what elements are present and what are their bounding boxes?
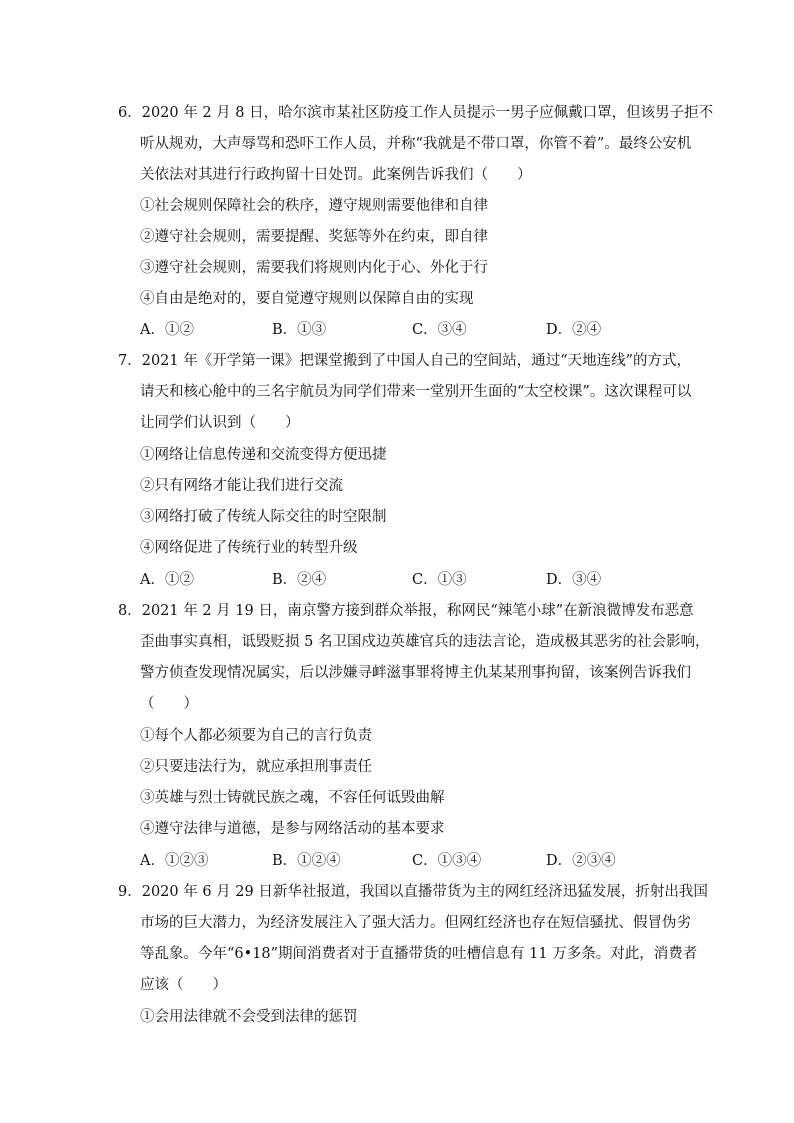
question-stem-line: 警方侦查发现情况属实，后以涉嫌寻衅滋事罪将博主仇某某刑事拘留，该案例告诉我们 <box>140 665 691 681</box>
statement-option: ①会用法律就不会受到法律的惩罚 <box>140 1009 358 1025</box>
question-stem-line: 6．2020 年 2 月 8 日，哈尔滨市某社区防疫工作人员提示一男子应佩戴口罩，但该男子拒不 <box>118 105 714 121</box>
question-stem-line: 请天和核心舱中的三名宇航员为同学们带来一堂别开生面的“太空校课”。这次课程可以 <box>140 384 692 400</box>
statement-option: ③英雄与烈士铸就民族之魂，不容任何诋毁曲解 <box>140 790 445 806</box>
question-stem-line: 9．2020 年 6 月 29 日新华社报道，我国以直播带货为主的网红经济迅猛发展，折射出我国 <box>118 884 708 900</box>
statement-option: ②只有网络才能让我们进行交流 <box>140 478 343 494</box>
statement-option: ④遵守法律与道德，是参与网络活动的基本要求 <box>140 821 445 837</box>
statement-option: ③遵守社会规则，需要我们将规则内化于心、外化于行 <box>140 260 488 276</box>
answer-choices <box>140 570 660 590</box>
statement-option: ①社会规则保障社会的秩序，遵守规则需要他律和自律 <box>140 198 488 214</box>
question-stem-line: 市场的巨大潜力，为经济发展注入了强大活力。但网红经济也存在短信骚扰、假冒伪劣 <box>140 915 691 931</box>
question-stem-line: 听从规劝，大声辱骂和恐吓工作人员，并称“我就是不带口罩，你管不着”。最终公安机 <box>140 136 692 152</box>
question-stem-line: 关依法对其进行行政拘留十日处罚。此案例告诉我们（ ） <box>140 167 532 183</box>
choice-d: D．②④ <box>546 322 602 338</box>
choice-a: A．①②③ <box>140 853 209 869</box>
question-stem-line: 歪曲事实真相，诋毁贬损 5 名卫国戍边英雄官兵的违法言论，造成极其恶劣的社会影响， <box>140 634 710 650</box>
statement-option: ②只要违法行为，就应承担刑事责任 <box>140 759 372 775</box>
choice-a: A．①② <box>140 322 194 338</box>
statement-option: ②遵守社会规则，需要提醒、奖惩等外在约束，即自律 <box>140 229 488 245</box>
question-stem-line: （ ） <box>140 696 198 712</box>
question-stem-line: 等乱象。今年“6•18”期间消费者对于直播带货的吐槽信息有 11 万多条。对此，消费者 <box>140 946 698 962</box>
choice-a: A．①② <box>140 572 194 588</box>
choice-c: C．①③ <box>412 572 467 588</box>
answer-choices <box>140 851 660 871</box>
statement-option: ④自由是绝对的，要自觉遵守规则以保障自由的实现 <box>140 291 474 307</box>
answer-choices <box>140 320 660 340</box>
statement-option: ④网络促进了传统行业的转型升级 <box>140 540 358 556</box>
choice-d: D．③④ <box>546 572 602 588</box>
choice-b: B．①③ <box>272 322 327 338</box>
choice-c: C．③④ <box>412 322 467 338</box>
statement-option: ③网络打破了传统人际交往的时空限制 <box>140 509 387 525</box>
choice-d: D．②③④ <box>546 853 616 869</box>
question-stem-line: 8．2021 年 2 月 19 日，南京警方接到群众举报，称网民“辣笔小球”在新浪微博发布恶意 <box>118 603 694 619</box>
statement-option: ①网络让信息传递和交流变得方便迅捷 <box>140 447 387 463</box>
choice-c: C．①③④ <box>412 853 482 869</box>
question-stem-line: 7．2021 年《开学第一课》把课堂搬到了中国人自己的空间站，通过“天地连线”的方式， <box>118 353 692 369</box>
question-stem-line: 应该（ ） <box>140 977 227 993</box>
choice-b: B．②④ <box>272 572 327 588</box>
question-stem-line: 让同学们认识到（ ） <box>140 415 300 431</box>
choice-b: B．①②④ <box>272 853 341 869</box>
statement-option: ①每个人都必须要为自己的言行负责 <box>140 728 372 744</box>
